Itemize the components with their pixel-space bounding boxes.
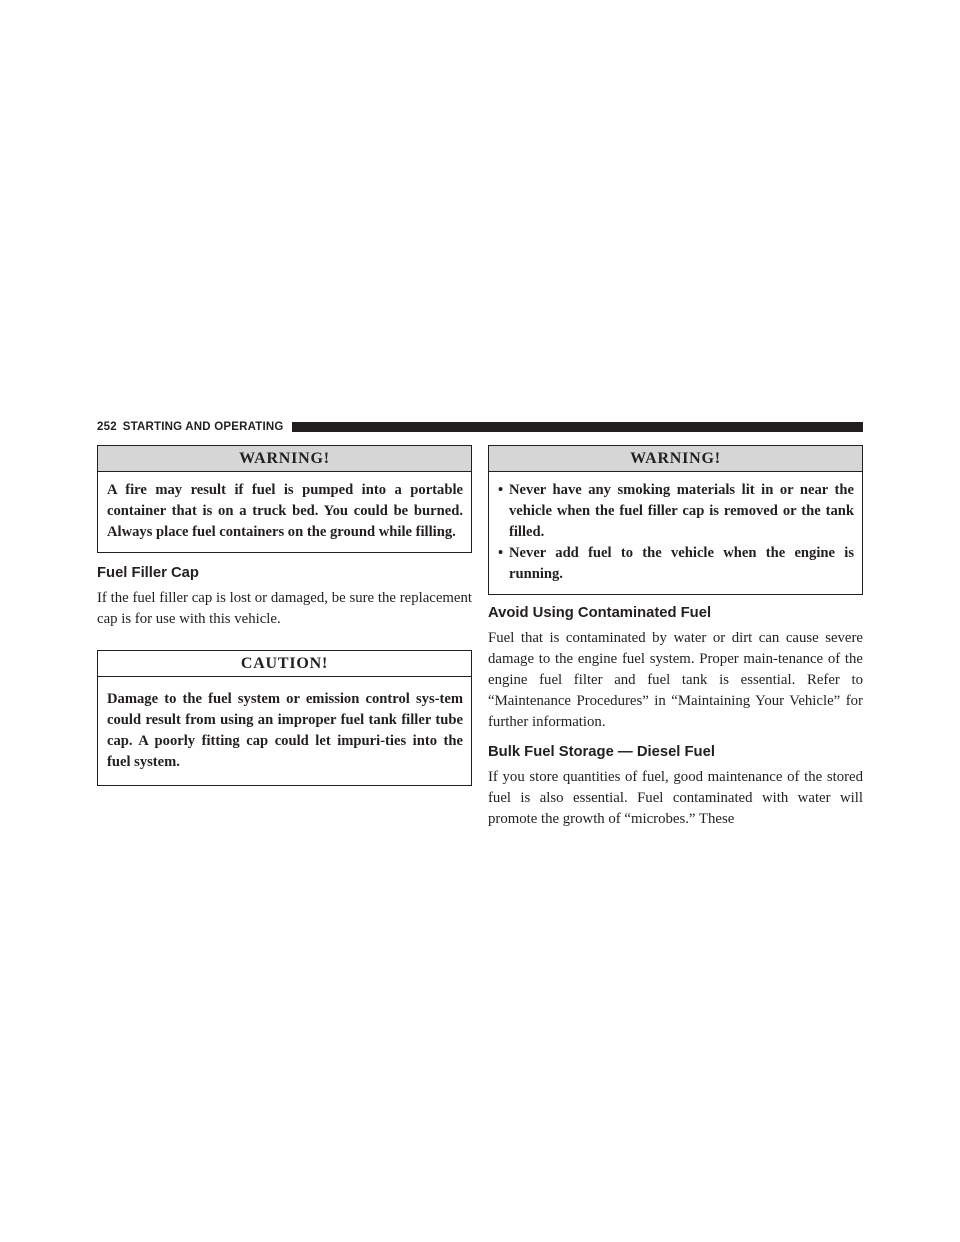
warning-item-smoking (498, 480, 854, 543)
warning-item-text: Never have any smoking materials lit in or near the vehicle when the fuel filler cap is removed or the tank filled. (509, 482, 854, 540)
warning-item-text: Never add fuel to the vehicle when the engine is running. (509, 545, 854, 582)
caution-title: CAUTION! (98, 651, 471, 677)
paragraph-fuel-filler-cap: If the fuel filler cap is lost or damaged, be sure the replacement cap is for use with this vehicle. (97, 590, 472, 627)
paragraph-contaminated-fuel: Fuel that is contaminated by water or dirt can cause severe damage to the engine fuel system. Proper main-tenance of the engine fuel filter and fuel tank is essential. Refer to “Maintenance Procedures” in “Maintaining Your Vehicle” for further information. (488, 630, 863, 730)
page-number: 252 (97, 421, 117, 433)
header-rule (292, 422, 863, 432)
warning-list (489, 472, 862, 594)
warning-item-engine-running (498, 543, 854, 585)
bullet-glyph: • (498, 482, 504, 498)
bullet-glyph: • (498, 545, 504, 561)
heading-fuel-filler-cap: Fuel Filler Cap (97, 565, 199, 581)
paragraph-bulk-fuel-storage: If you store quantities of fuel, good maintenance of the stored fuel is also essential. Fuel contaminated with water will promote the growth of “microbes.” These (488, 769, 863, 827)
caution-text: Damage to the fuel system or emission control sys-tem could result from using an improper fuel tank filler tube cap. A poorly fitting cap could let impuri-ties into the fuel system. (107, 691, 463, 770)
section-title: STARTING AND OPERATING (122, 421, 284, 433)
warning-title: WARNING! (489, 446, 862, 472)
caution-box-filler-cap (97, 650, 472, 786)
warning-text: A fire may result if fuel is pumped into a portable container that is on a truck bed. You could be burned. Always place fuel containers on the ground while filling. (107, 482, 463, 540)
warning-box-smoking (488, 445, 863, 595)
warning-title: WARNING! (98, 446, 471, 472)
page-header (97, 420, 863, 434)
warning-box-portable-container (97, 445, 472, 553)
heading-bulk-fuel-storage: Bulk Fuel Storage — Diesel Fuel (488, 744, 715, 760)
heading-contaminated-fuel: Avoid Using Contaminated Fuel (488, 605, 712, 621)
left-column (97, 445, 472, 786)
right-column (488, 445, 863, 830)
